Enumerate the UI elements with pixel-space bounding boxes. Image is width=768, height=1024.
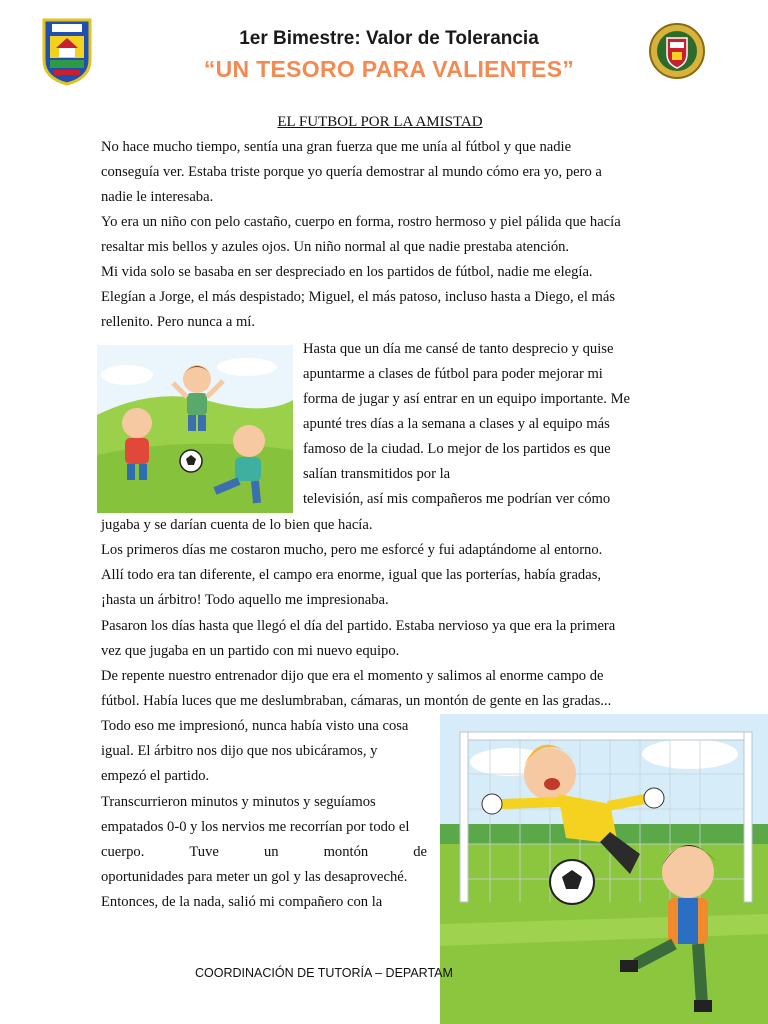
- story-line: famoso de la ciudad. Lo mejor de los partidos es que: [303, 441, 611, 457]
- word: un: [263, 844, 279, 860]
- word: Tuve: [189, 844, 219, 860]
- story-line: empezó el partido.: [101, 768, 210, 784]
- story-line: oportunidades para meter un gol y las desaproveché.: [101, 869, 408, 885]
- story-line: fútbol. Había luces que me deslumbraban, cámaras, un montón de gente en las gradas...: [101, 693, 612, 709]
- story-line: salían transmitidos por la: [303, 466, 451, 482]
- story-line: ¡hasta un árbitro! Todo aquello me impresionaba.: [101, 592, 389, 608]
- story-line: No hace mucho tiempo, sentía una gran fuerza que me unía al fútbol y que nadie: [101, 139, 572, 155]
- goalkeeper-and-striker-illustration: [440, 714, 768, 1024]
- story-title: EL FUTBOL POR LA AMISTAD: [277, 114, 483, 130]
- story-line: Todo eso me impresionó, nunca había visto una cosa: [101, 718, 409, 734]
- story-line: forma de jugar y así entrar en un equipo importante. Me: [303, 391, 631, 407]
- story-line: apuntarme a clases de fútbol para poder mejorar mi: [303, 366, 603, 382]
- story-line: empatados 0-0 y los nervios me recorrían por todo el: [101, 819, 410, 835]
- footer-text: COORDINACIÓN DE TUTORÍA – DEPARTAM: [195, 966, 453, 980]
- story-line: vez que jugaba en un partido con mi nuevo equipo.: [101, 643, 400, 659]
- story-line: igual. El árbitro nos dijo que nos ubicáramos, y: [101, 743, 378, 759]
- word: cuerpo.: [101, 844, 145, 860]
- story-line: Elegían a Jorge, el más despistado; Miguel, el más patoso, incluso hasta a Diego, el más: [101, 289, 616, 305]
- story-line: Allí todo era tan diferente, el campo era enorme, igual que las porterías, había gradas,: [101, 567, 602, 583]
- story-line: Entonces, de la nada, salió mi compañero con la: [101, 894, 383, 910]
- header-title: 1er Bimestre: Valor de Tolerancia: [239, 28, 539, 49]
- kids-playing-football-illustration: [97, 345, 293, 513]
- story-line: Hasta que un día me cansé de tanto desprecio y quise: [303, 341, 614, 357]
- story-line: Mi vida solo se basaba en ser despreciado en los partidos de fútbol, nadie me elegía.: [101, 264, 593, 280]
- story-line: nadie le interesaba.: [101, 189, 214, 205]
- story-line: televisión, así mis compañeros me podrían ver cómo: [303, 491, 611, 507]
- story-line: jugaba y se darían cuenta de lo bien que hacía.: [101, 517, 373, 533]
- header-subtitle: “UN TESORO PARA VALIENTES”: [203, 56, 575, 82]
- story-line: Transcurrieron minutos y minutos y seguíamos: [101, 794, 376, 810]
- word: de: [413, 844, 427, 860]
- story-line: apunté tres días a la semana a clases y al equipo más: [303, 416, 610, 432]
- story-line: De repente nuestro entrenador dijo que era el momento y salimos al enorme campo de: [101, 668, 604, 684]
- story-line: conseguía ver. Estaba triste porque yo quería demostrar al mundo cómo era yo, pero a: [101, 164, 602, 180]
- story-line: Los primeros días me costaron mucho, pero me esforcé y fui adaptándome al entorno.: [101, 542, 603, 558]
- story-line: Yo era un niño con pelo castaño, cuerpo en forma, rostro hermoso y piel pálida que hacía: [101, 214, 621, 230]
- word: montón: [323, 844, 369, 860]
- story-line: Pasaron los días hasta que llegó el día del partido. Estaba nervioso ya que era la primera: [101, 618, 616, 634]
- story-line-justified: [101, 843, 427, 861]
- story-line: rellenito. Pero nunca a mí.: [101, 314, 255, 330]
- story-line: resaltar mis bellos y azules ojos. Un niño normal al que nadie prestaba atención.: [101, 239, 570, 255]
